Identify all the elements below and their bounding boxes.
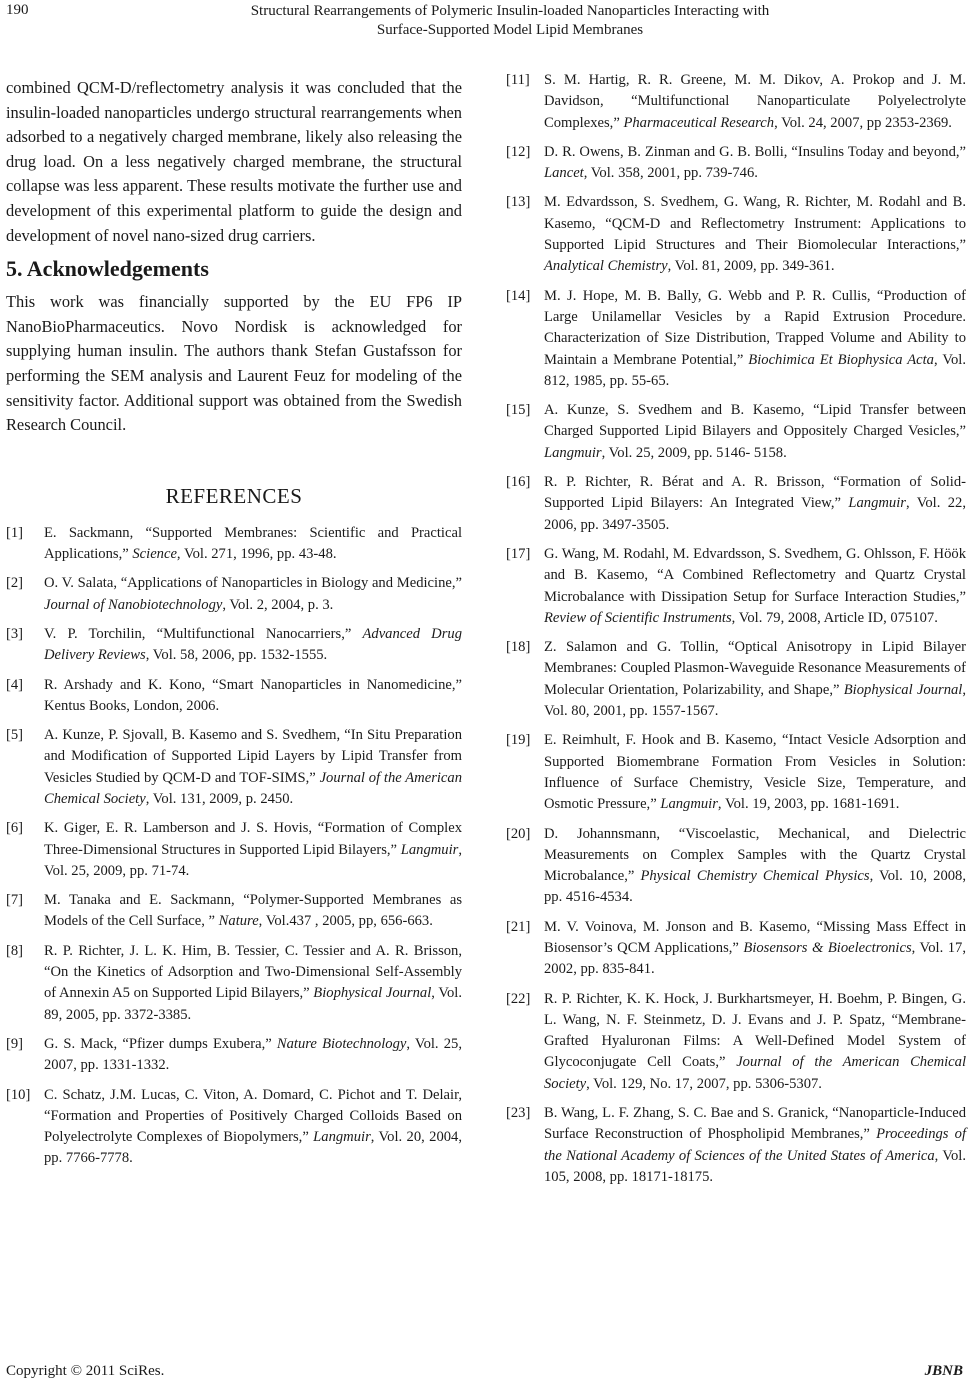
reference-number: [4] [6,676,24,693]
reference-item [6,523,462,566]
reference-journal: Journal of the American Chemical Society [544,1054,967,1092]
reference-text: G. Wang, M. Rodahl, M. Edvardsson, S. Svedhem, G. Ohlsson, F. Höök and B. Kasemo, “A Combined Reflectometry and Quartz Crystal Microbalance with Dissipation Setup for Surface Interaction Studies,” Review of Scientific Instruments, Vol. 79, 2008, Article ID, 075107. [544,545,966,626]
reference-item [506,142,966,185]
references-heading: REFERENCES [165,483,303,508]
reference-journal: Langmuir [544,444,602,461]
reference-text: M. J. Hope, M. B. Bally, G. Webb and P. R. Cullis, “Production of Large Unilamellar Vesicles by a Rapid Extrusion Procedure. Characterization of Size Distribution, Trapped Volume and Ability to Maintain a Membrane Potential,” Biochimica Et Biophysica Acta, Vol. 812, 1985, pp. 55-65. [544,287,967,389]
reference-number: [17] [506,545,531,562]
reference-list-left [6,523,462,1170]
reference-item [6,1085,462,1170]
reference-journal: Biophysical Journal [313,985,432,1002]
reference-text: B. Wang, L. F. Zhang, S. C. Bae and S. Granick, “Nanoparticle-Induced Surface Reconstruction of Phospholipid Membranes,” Proceedings of the National Academy of Sciences of the United States of America, Vol. 105, 2008, pp. 18171-18175. [544,1105,967,1185]
reference-text: D. Johannsmann, “Viscoelastic, Mechanical, and Dielectric Measurements on Complex Samples with the Quartz Crystal Microbalance,” Physical Chemistry Chemical Physics, Vol. 10, 2008, pp. 4516-4534. [544,825,967,906]
reference-journal: Pharmaceutical Research [623,114,775,131]
reference-number: [18] [506,639,531,656]
reference-item [506,637,966,722]
reference-journal: Science [132,546,177,563]
reference-text: V. P. Torchilin, “Multifunctional Nanocarriers,” Advanced Drug Delivery Reviews, Vol. 58, 2006, pp. 1532-1555. [44,625,462,664]
running-header-line-2: Surface-Supported Model Lipid Membranes [376,22,644,38]
reference-number: [11] [506,72,530,88]
reference-item [6,890,462,933]
reference-journal: Langmuir [848,495,906,512]
reference-text: R. P. Richter, K. K. Hock, J. Burkhartsmeyer, H. Boehm, P. Bingen, G. L. Wang, N. F. Steinmetz, D. J. Evans and J. P. Spatz, “Membrane-Grafted Hyaluronan Films: A Well-Defined Model System of Glycoconjugate Cell Coats,” Journal of the American Chemical Society, Vol. 129, No. 17, 2007, pp. 5306-5307. [544,990,967,1092]
reference-number: [22] [506,990,531,1007]
reference-number: [15] [506,402,531,419]
reference-number: [13] [506,194,531,211]
reference-item [6,1034,462,1077]
right-column [506,70,966,1196]
reference-item [506,400,966,464]
reference-text: O. V. Salata, “Applications of Nanoparticles in Biology and Medicine,” Journal of Nanobiotechnology, Vol. 2, 2004, p. 3. [44,575,462,613]
reference-text: K. Giger, E. R. Lamberson and J. S. Hovis, “Formation of Complex Three-Dimensional Structures in Supported Lipid Bilayers,” Langmuir, Vol. 25, 2009, pp. 71-74. [44,820,462,879]
reference-item [506,730,966,815]
reference-number: [21] [506,918,531,935]
reference-journal: Physical Chemistry Chemical Physics [640,868,870,885]
reference-number: [14] [506,287,531,304]
reference-item [6,725,462,810]
running-header [120,2,900,40]
reference-text: A. Kunze, P. Sjovall, B. Kasemo and S. Svedhem, “In Situ Preparation and Modification of Supported Lipid Layers by Lipid Transfer from Vesicles Studied by QCM-D and TOF-SIMS,” Journal of the American Chemical Society, Vol. 131, 2009, p. 2450. [44,727,463,807]
running-header-line-1: Structural Rearrangements of Polymeric Insulin-loaded Nanoparticles Interacting with [250,3,770,19]
reference-journal: Langmuir [400,841,459,858]
reference-item [6,941,462,1026]
reference-number: [9] [6,1035,24,1052]
reference-number: [1] [6,524,24,541]
reference-text: R. Arshady and K. Kono, “Smart Nanoparticles in Nanomedicine,” Kentus Books, London, 2006. [44,676,462,714]
reference-item [6,818,462,882]
reference-number: [2] [6,575,24,592]
reference-journal: Journal of the American Chemical Society [44,769,463,807]
reference-journal: Journal of Nanobiotechnology [44,596,223,613]
reference-text: A. Kunze, S. Svedhem and B. Kasemo, “Lipid Transfer between Charged Supported Lipid Bilayers and Oppositely Charged Vesicles,” Langmuir, Vol. 25, 2009, pp. 5146- 5158. [544,402,966,461]
journal-abbreviation: JBNB [924,1363,963,1379]
reference-text: D. R. Owens, B. Zinman and G. B. Bolli, “Insulins Today and beyond,” Lancet, Vol. 358, 2001, pp. 739-746. [544,143,966,182]
reference-item [506,286,966,392]
reference-number: [16] [506,474,531,491]
reference-journal: Lancet [544,165,584,182]
reference-journal: Advanced Drug Delivery Reviews [44,625,462,664]
reference-item [6,624,462,667]
acknowledgements-paragraph: This work was financially supported by the EU FP6 IP NanoBioPharmaceutics. Novo Nordisk is acknowledged for supplying human insulin. The authors thank Stefan Gustafsson for performing the SEM analysis and Laurent Feuz for modeling of the sensitivity factor. Additional support was obtained from the Swedish Research Council. [6,292,462,435]
copyright-notice: Copyright © 2011 SciRes. [6,1363,165,1379]
reference-item [6,573,462,616]
page-number: 190 [6,2,29,18]
reference-journal: Langmuir [660,796,718,813]
reference-item [506,1103,966,1188]
reference-journal: Proceedings of the National Academy of Sciences of the United States of America [544,1126,967,1164]
reference-journal: Biochimica Et Biophysica Acta [748,351,934,368]
reference-number: [20] [506,825,531,842]
reference-number: [8] [6,942,24,959]
reference-item [506,824,966,909]
reference-number: [5] [6,727,24,744]
conclusion-paragraph: combined QCM-D/reflectometry analysis it was concluded that the insulin-loaded nanoparticles undergo structural rearrangements when adsorbed to a negatively charged membrane, likely also releasing the drug load. On a less negatively charged membrane, the structural collapse was less apparent. These results motivate the further use and development of this experimental platform to guide the design and development of novel nano-sized drug carriers. [6,78,462,245]
acknowledgements-heading: 5. Acknowledgements [6,256,209,282]
reference-number: [12] [506,143,531,160]
left-column [6,76,462,1178]
reference-text: S. M. Hartig, R. R. Greene, M. M. Dikov, A. Prokop and J. M. Davidson, “Multifunctional Nanoparticulate Polyelectrolyte Complexes,” Pharmaceutical Research, Vol. 24, 2007, pp 2353-2369. [544,72,966,131]
reference-journal: Analytical Chemistry [544,258,668,275]
reference-number: [6] [6,820,24,837]
reference-text: G. S. Mack, “Pfizer dumps Exubera,” Nature Biotechnology, Vol. 25, 2007, pp. 1331-1332. [44,1035,462,1074]
reference-number: [23] [506,1105,531,1122]
reference-item [506,472,966,536]
reference-item [506,192,966,277]
reference-text: M. Edvardsson, S. Svedhem, G. Wang, R. Richter, M. Rodahl and B. Kasemo, “QCM-D and Reflectometry Instrument: Applications to Supported Lipid Structures and Their Biomolecular Interactions,” Analytical Chemistry, Vol. 81, 2009, pp. 349-361. [544,194,966,275]
reference-text: Z. Salamon and G. Tollin, “Optical Anisotropy in Lipid Bilayer Membranes: Coupled Plasmon-Waveguide Resonance Measurements of Molecular Orientation, Polarizability, and Shape,” Biophysical Journal, Vol. 80, 2001, pp. 1557-1567. [544,639,966,720]
reference-number: [3] [6,625,24,642]
reference-text: E. Reimhult, F. Hook and B. Kasemo, “Intact Vesicle Adsorption and Supported Biomembrane Formation From Vesicles in Solution: Influence of Surface Chemistry, Vesicle Size, Temperature, and Osmotic Pressure,” Langmuir, Vol. 19, 2003, pp. 1681-1691. [544,732,966,813]
reference-number: [19] [506,732,531,749]
reference-item [506,989,966,1095]
reference-journal: Nature Biotechnology [276,1035,407,1052]
reference-number: [7] [6,892,24,909]
reference-journal: Biophysical Journal [843,681,963,698]
reference-journal: Biosensors & Bioelectronics [743,939,912,956]
reference-text: R. P. Richter, J. L. K. Him, B. Tessier, C. Tessier and A. R. Brisson, “On the Kinetics of Adsorption and Two-Dimensional Self-Assembly of Annexin A5 on Supported Lipid Bilayers,” Biophysical Journal, Vol. 89, 2005, pp. 3372-3385. [44,942,462,1023]
reference-item [506,70,966,134]
reference-item [506,544,966,629]
reference-text: R. P. Richter, R. Bérat and A. R. Brisson, “Formation of Solid-Supported Lipid Bilayers: An Integrated View,” Langmuir, Vol. 22, 2006, pp. 3497-3505. [544,474,966,533]
reference-journal: Langmuir [313,1129,371,1146]
reference-item [6,675,462,718]
reference-text: M. V. Voinova, M. Jonson and B. Kasemo, “Missing Mass Effect in Biosensor’s QCM Applications,” Biosensors & Bioelectronics, Vol. 17, 2002, pp. 835-841. [544,918,966,978]
reference-text: M. Tanaka and E. Sackmann, “Polymer-Supported Membranes as Models of the Cell Surface, ” Nature, Vol.437 , 2005, pp, 656-663. [44,892,462,930]
reference-journal: Nature [218,913,259,930]
reference-text: C. Schatz, J.M. Lucas, C. Viton, A. Domard, C. Pichot and T. Delair, “Formation and Properties of Positively Charged Colloids Based on Polyelectrolyte Complexes of Biopolymers,” Langmuir, Vol. 20, 2004, pp. 7766-7778. [44,1086,462,1167]
reference-number: [10] [6,1086,31,1103]
reference-text: E. Sackmann, “Supported Membranes: Scientific and Practical Applications,” Science, Vol. 271, 1996, pp. 43-48. [44,524,462,563]
reference-list-right [506,70,966,1188]
reference-journal: Review of Scientific Instruments [544,609,732,626]
reference-item [506,917,966,981]
